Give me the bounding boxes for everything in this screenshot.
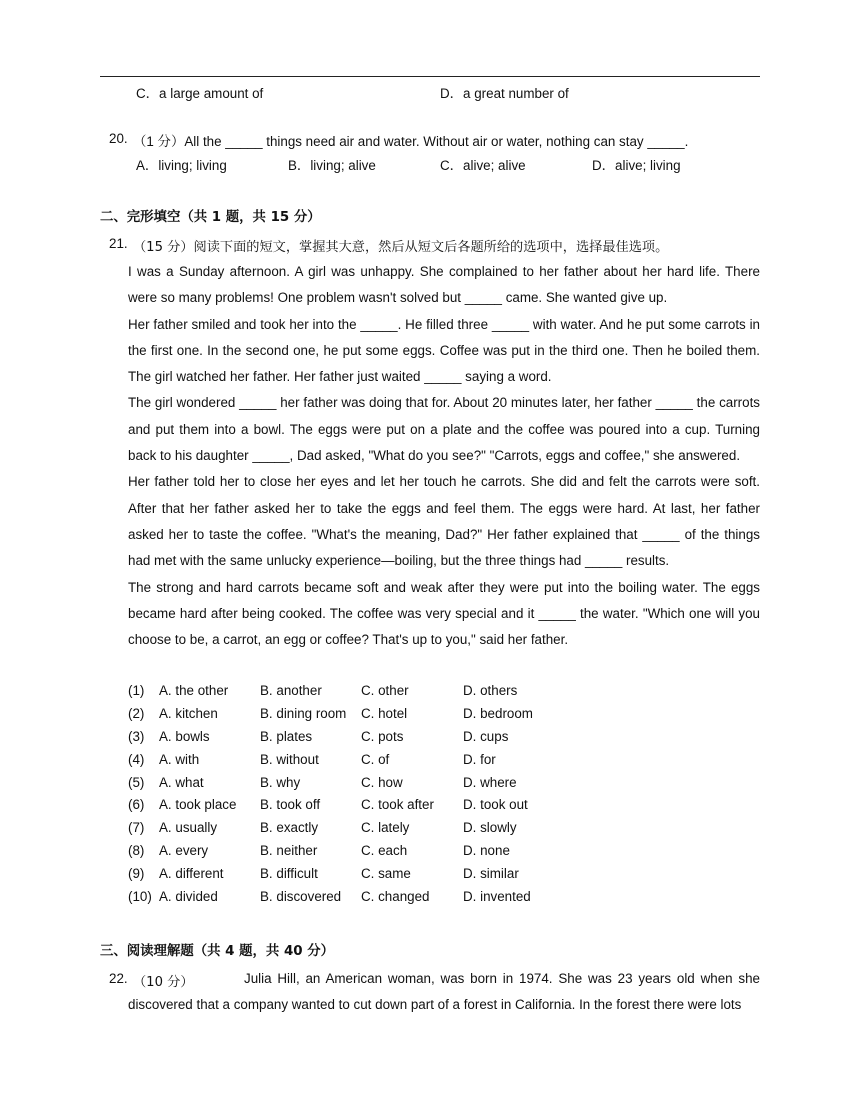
choice-number: (2) (128, 705, 145, 721)
choice-number: (4) (128, 751, 145, 767)
choice-row (128, 749, 768, 772)
choice-option-a[interactable]: A. every (159, 843, 209, 859)
choice-option-d[interactable]: D. cups (463, 728, 509, 744)
section-heading-cloze: 二、完形填空（共 1 题，共 15 分） (100, 210, 321, 225)
q20-option-c[interactable]: C．alive; alive (440, 158, 526, 173)
choice-row (128, 726, 768, 749)
choice-number: (10) (128, 889, 152, 905)
choice-option-a[interactable]: A. divided (159, 889, 218, 905)
choice-option-d[interactable]: D. invented (463, 889, 531, 905)
choice-option-a[interactable]: A. took place (159, 797, 237, 813)
q20-option-b[interactable]: B．living; alive (288, 158, 376, 173)
passage-paragraph-2: Her father smiled and took her into the _____. He filled three _____ with water. And he put some carrots in the first one. In the second one, he put some eggs. Coffee was put in the third one. Then he boiled them. The girl watched her father. Her father just waited _____ saying a word. (128, 316, 760, 385)
choice-option-d[interactable]: D. where (463, 774, 517, 790)
choice-option-c[interactable]: C. hotel (361, 705, 408, 721)
choice-option-c[interactable]: C. other (361, 683, 409, 698)
choice-row (128, 840, 768, 863)
top-divider-line (100, 76, 760, 77)
q21-instructions: （15 分）阅读下面的短文，掌握其大意，然后从短文后各题所给的选项中，选择最佳选项。 (133, 240, 669, 255)
choice-option-a[interactable]: A. different (159, 866, 224, 882)
choice-option-b[interactable]: B. difficult (260, 866, 318, 882)
passage-paragraph-4: Her father told her to close her eyes and let her touch he carrots. She did and felt the carrots were soft. After that her father asked her to take the eggs and feel them. The eggs were hard. At last, her father asked her to taste the coffee. "What's the meaning, Dad?" Her father explained that _____ of the things had met with the same unlucky experience—boiling, but the three things had _____ results. (128, 474, 760, 569)
choice-option-a[interactable]: A. with (159, 751, 200, 767)
choice-number: (9) (128, 866, 145, 882)
choice-row (128, 886, 768, 909)
cloze-passage (128, 259, 760, 653)
choice-option-c[interactable]: C. took after (361, 797, 434, 813)
q22-passage: Julia Hill, an American woman, was born in 1974. She was 23 years old when she discovered that a company wanted to cut down part of a forest in California. In the forest there were lots (128, 971, 760, 1013)
cloze-choices-table (128, 680, 768, 909)
choice-option-c[interactable]: C. how (361, 774, 403, 790)
choice-option-c[interactable]: C. pots (361, 728, 404, 744)
choice-option-d[interactable]: D. for (463, 751, 496, 767)
q22-number: 22. (109, 971, 128, 986)
choice-option-d[interactable]: D. others (463, 683, 518, 698)
choice-number: (6) (128, 797, 145, 813)
choice-option-b[interactable]: B. dining room (260, 705, 347, 721)
q20-option-a[interactable]: A．living; living (136, 158, 227, 173)
choice-option-a[interactable]: A. usually (159, 820, 218, 836)
choice-option-d[interactable]: D. similar (463, 866, 519, 882)
choice-row (128, 772, 768, 795)
choice-row (128, 703, 768, 726)
choice-row (128, 680, 768, 703)
q19-option-c[interactable]: C．a large amount of (136, 86, 264, 101)
choice-option-c[interactable]: C. each (361, 843, 408, 859)
choice-option-b[interactable]: B. took off (260, 797, 321, 813)
passage-paragraph-1: I was a Sunday afternoon. A girl was unhappy. She complained to her father about her hard life. There were so many problems! One problem wasn't solved but _____ came. She wanted give up. (128, 264, 760, 306)
q19-options-row (0, 83, 860, 103)
q20-option-d[interactable]: D．alive; living (592, 158, 681, 173)
choice-option-b[interactable]: B. why (260, 774, 301, 790)
choice-option-a[interactable]: A. bowls (159, 728, 210, 744)
choice-option-b[interactable]: B. another (260, 683, 322, 698)
q20-options-row (0, 155, 860, 175)
choice-option-d[interactable]: D. slowly (463, 820, 517, 836)
q20-number: 20. (109, 131, 128, 146)
choice-option-a[interactable]: A. what (159, 774, 204, 790)
choice-option-d[interactable]: D. none (463, 843, 510, 859)
q20-stem: （1 分）All the _____ things need air and water. Without air or water, nothing can stay _____. (133, 134, 689, 149)
choice-option-b[interactable]: B. neither (260, 843, 318, 859)
passage-paragraph-3: The girl wondered _____ her father was doing that for. About 20 minutes later, her father _____ the carrots and put them into a bowl. The eggs were put on a plate and the coffee was poured into a cup. Turning back to his daughter _____, Dad asked, "What do you see?" "Carrots, eggs and coffee," she answered. (128, 395, 760, 464)
choice-option-b[interactable]: B. without (260, 751, 319, 767)
choice-number: (3) (128, 728, 145, 744)
choice-number: (5) (128, 774, 145, 790)
choice-number: (8) (128, 843, 145, 859)
choice-option-c[interactable]: C. of (361, 751, 390, 767)
choice-option-c[interactable]: C. lately (361, 820, 410, 836)
choice-number: (7) (128, 820, 145, 836)
choice-option-c[interactable]: C. same (361, 866, 411, 882)
choice-option-b[interactable]: B. plates (260, 728, 313, 744)
choice-number: (1) (128, 683, 145, 698)
choice-row (128, 794, 768, 817)
choice-row (128, 863, 768, 886)
choice-option-a[interactable]: A. kitchen (159, 705, 218, 721)
q19-option-d[interactable]: D．a great number of (440, 86, 569, 101)
choice-option-c[interactable]: C. changed (361, 889, 430, 905)
choice-option-d[interactable]: D. bedroom (463, 705, 533, 721)
passage-paragraph-5: The strong and hard carrots became soft and weak after they were put into the boiling water. The eggs became hard after being cooked. The coffee was very special and it _____ the water. "Which one will you choose to be, a carrot, an egg or coffee? That's up to you," said her father. (128, 579, 760, 648)
choice-option-a[interactable]: A. the other (159, 683, 229, 698)
choice-option-d[interactable]: D. took out (463, 797, 528, 813)
section-heading-reading: 三、阅读理解题（共 4 题，共 40 分） (100, 944, 335, 959)
choice-option-b[interactable]: B. discovered (260, 889, 342, 905)
choice-row (128, 817, 768, 840)
choice-option-b[interactable]: B. exactly (260, 820, 319, 836)
q22-points: （10 分） (133, 975, 194, 990)
q21-number: 21. (109, 236, 128, 251)
